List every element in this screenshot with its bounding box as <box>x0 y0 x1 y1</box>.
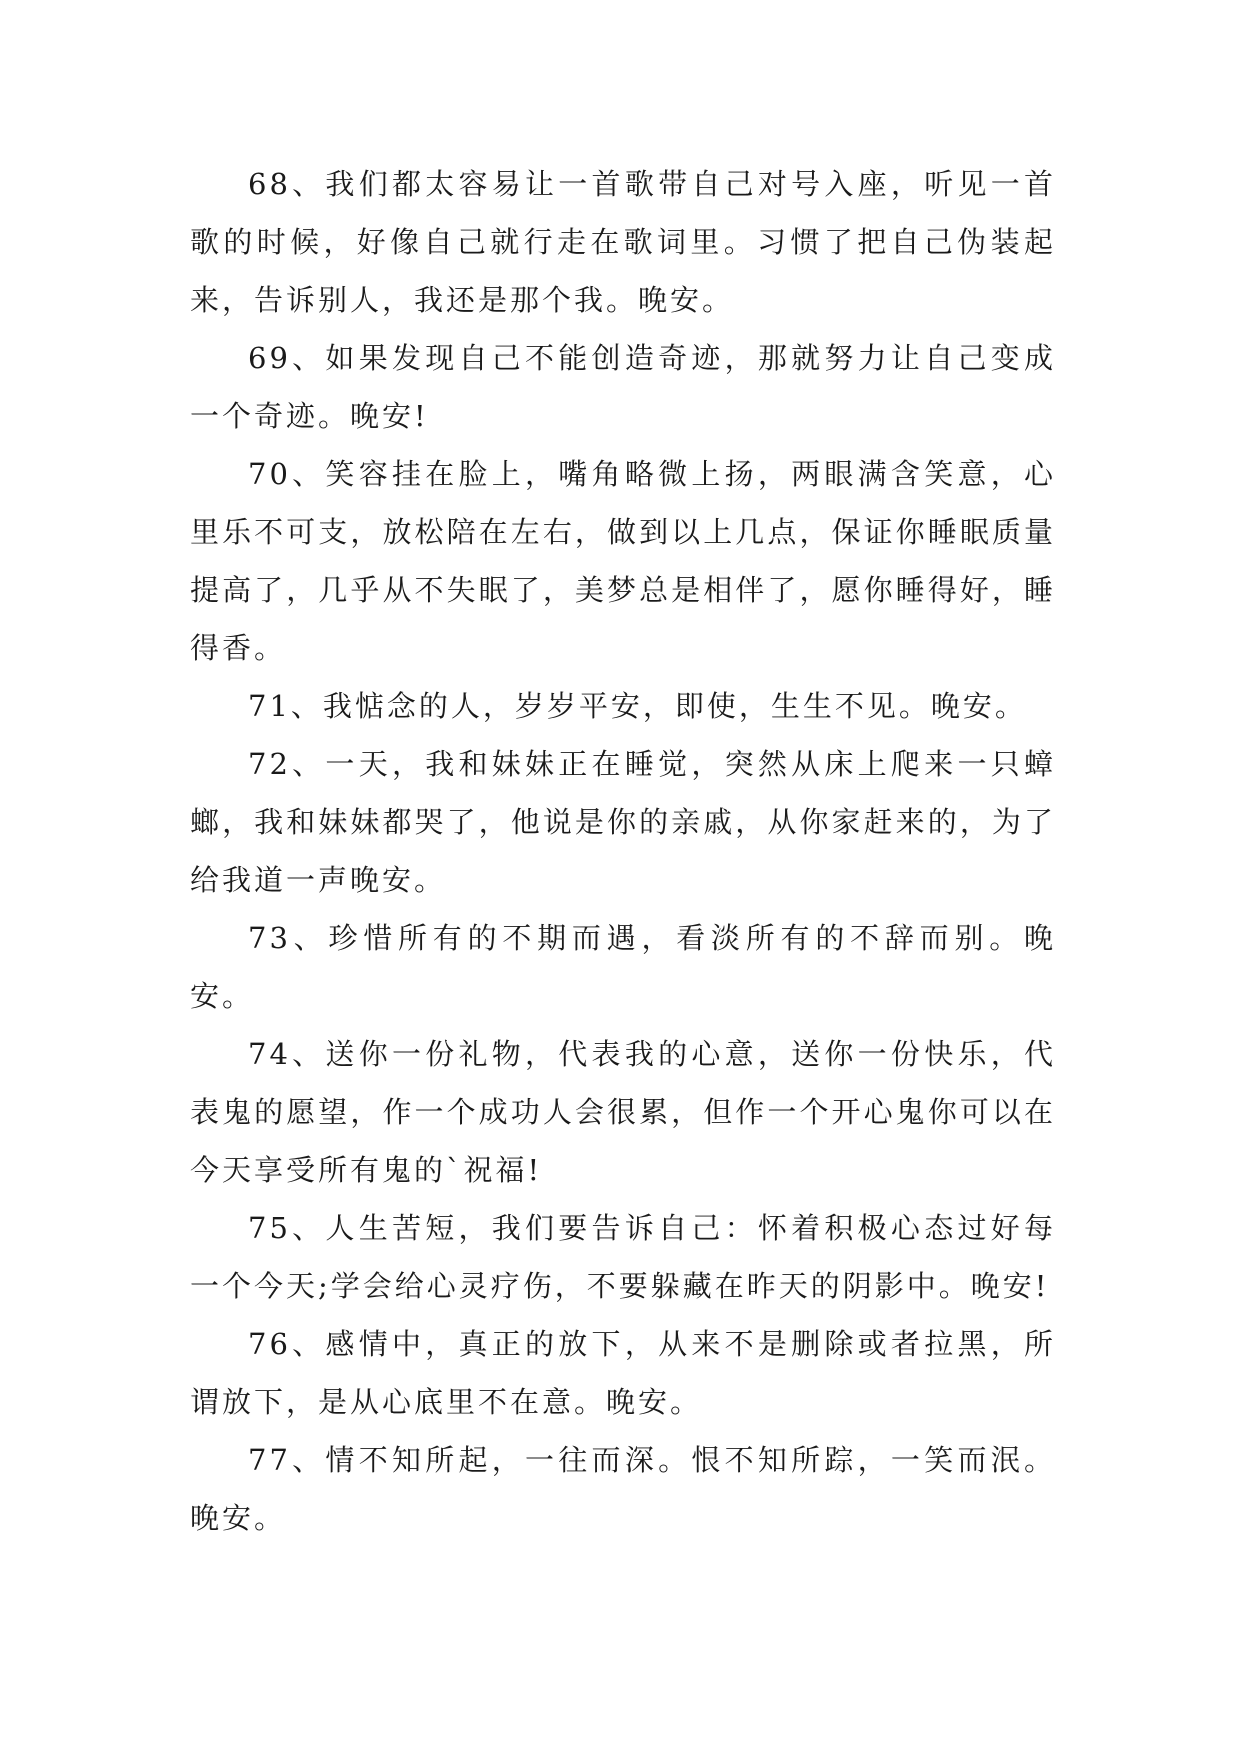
paragraph-71: 71、我惦念的人，岁岁平安，即使，生生不见。晚安。 <box>248 689 1027 723</box>
paragraph-72: 72、一天，我和妹妹正在睡觉，突然从床上爬来一只蟑螂，我和妹妹都哭了，他说是你的亲戚，从你家赶来的，为了给我道一声晚安。 <box>190 747 1056 897</box>
paragraph-69: 69、如果发现自己不能创造奇迹，那就努力让自己变成一个奇迹。晚安! <box>190 341 1056 433</box>
paragraph-76: 76、感情中，真正的放下，从来不是删除或者拉黑，所谓放下，是从心底里不在意。晚安。 <box>190 1327 1056 1419</box>
paragraph-74: 74、送你一份礼物，代表我的心意，送你一份快乐，代表鬼的愿望，作一个成功人会很累，但作一个开心鬼你可以在今天享受所有鬼的`祝福! <box>190 1037 1056 1187</box>
paragraph-73: 73、珍惜所有的不期而遇，看淡所有的不辞而别。晚安。 <box>190 921 1056 1013</box>
paragraph-68: 68、我们都太容易让一首歌带自己对号入座，听见一首歌的时候，好像自己就行走在歌词里。习惯了把自己伪装起来，告诉别人，我还是那个我。晚安。 <box>190 167 1056 317</box>
paragraph-77: 77、情不知所起，一往而深。恨不知所踪，一笑而泯。晚安。 <box>190 1443 1056 1535</box>
document-body <box>190 155 1056 1547</box>
paragraph-70: 70、笑容挂在脸上，嘴角略微上扬，两眼满含笑意，心里乐不可支，放松陪在左右，做到以上几点，保证你睡眠质量提高了，几乎从不失眠了，美梦总是相伴了，愿你睡得好，睡得香。 <box>190 457 1056 665</box>
paragraph-75: 75、人生苦短，我们要告诉自己：怀着积极心态过好每一个今天;学会给心灵疗伤，不要躲藏在昨天的阴影中。晚安! <box>190 1211 1056 1303</box>
